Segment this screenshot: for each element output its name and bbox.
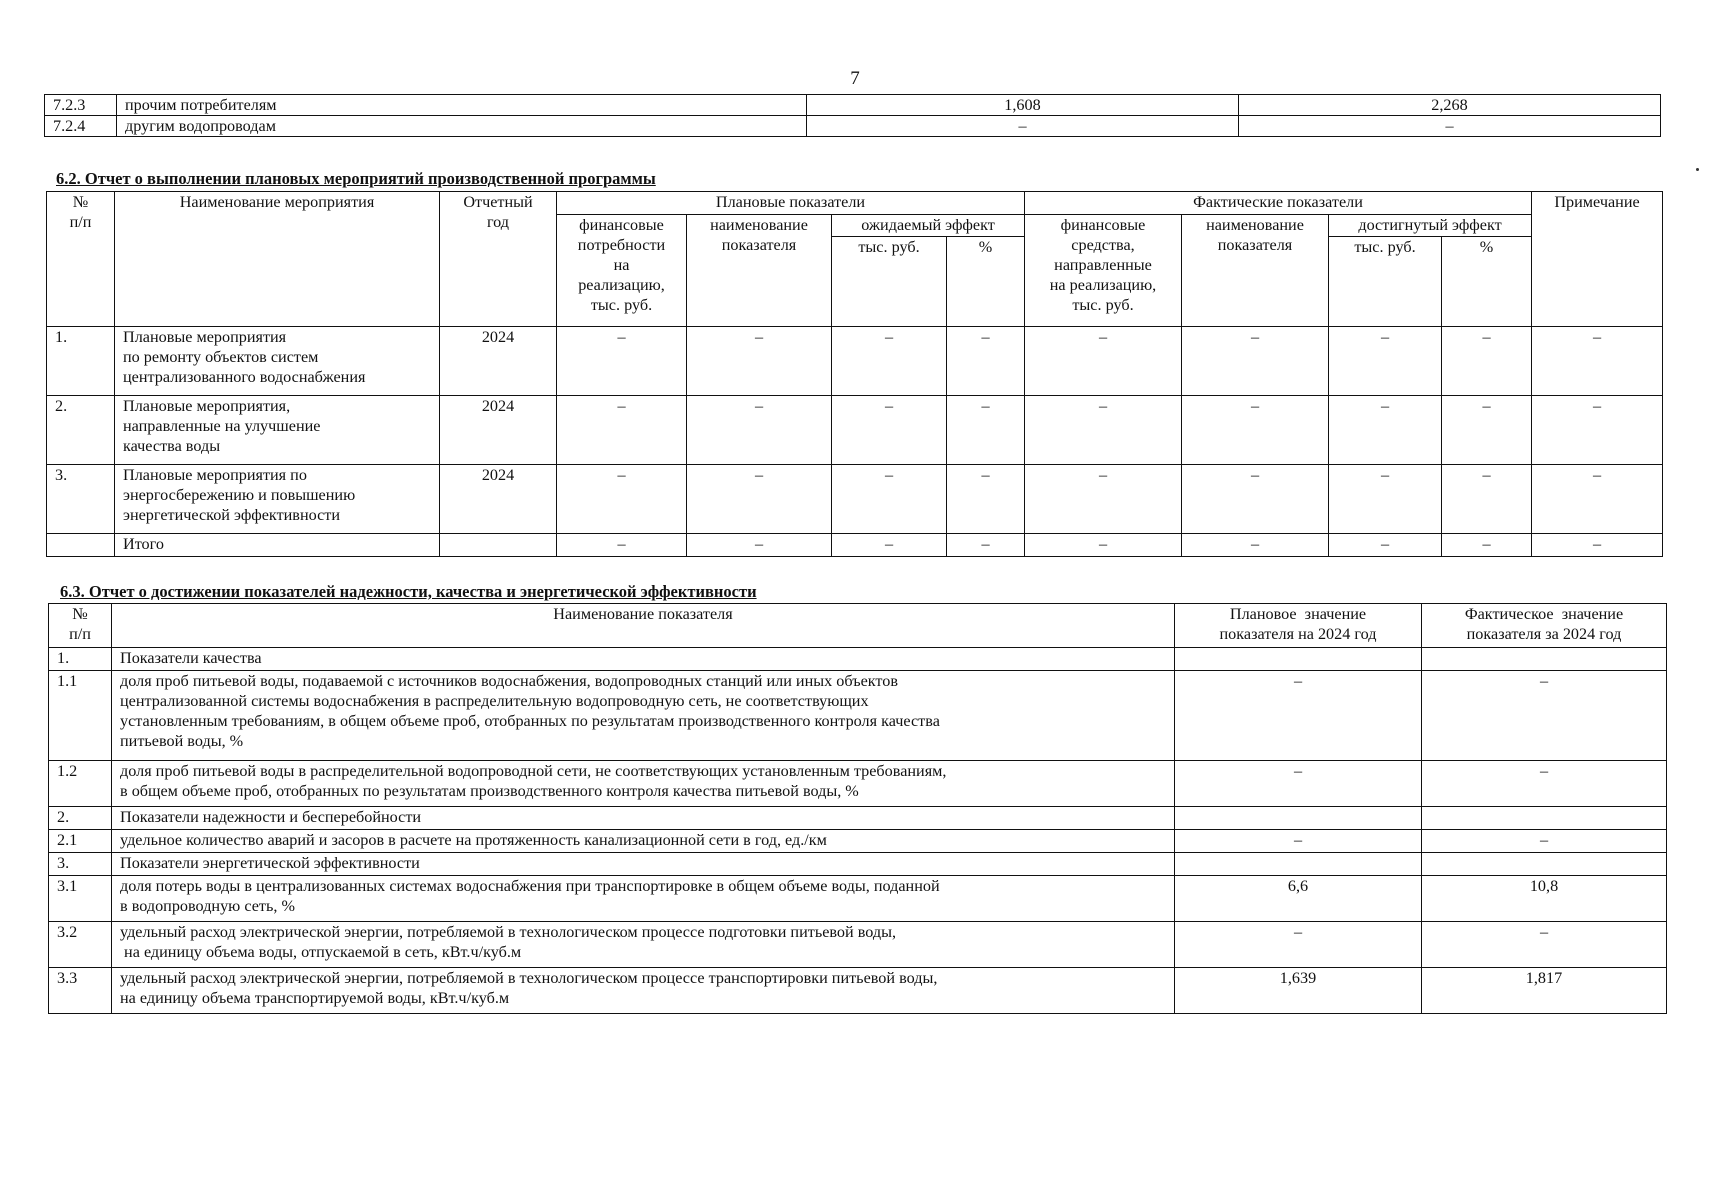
dash-cell: – [1532,465,1663,534]
dash-cell: – [1442,465,1532,534]
dash-cell: – [947,327,1025,396]
row-number: 1.2 [49,761,112,807]
row-name-text: Плановые мероприятия, направленные на улучшение качества воды [123,397,321,455]
table-row [49,807,1667,830]
row-name-text: удельный расход электрической энергии, потребляемой в технологическом процессе транспортировки питьевой воды, на единицу объема транспортируемой воды, кВт.ч/куб.м [120,969,938,1007]
header-num [47,192,115,327]
row-number: 2. [47,396,115,465]
row-number: 1. [49,648,112,671]
row-number: 7.2.4 [45,116,117,137]
row-name-text: Плановые мероприятия по энергосбережению и повышению энергетической эффективности [123,466,356,524]
row-number: 1.1 [49,671,112,761]
row-name-text: Показатели качества [120,649,262,667]
header-planned-indicator-text: наименование показателя [710,216,808,254]
row-name-text: Показатели энергетической эффективности [120,854,420,872]
plan-value [1175,807,1422,830]
dash-cell: – [1329,465,1442,534]
header-planned-fin [557,215,687,327]
row-number: 2. [49,807,112,830]
total-label: Итого [115,534,440,557]
dash-cell: – [1025,396,1182,465]
row-name-text: доля потерь воды в централизованных системах водоснабжения при транспортировке в общем объеме воды, поданной в водопроводную сеть, % [120,877,940,915]
dash-cell: – [1025,534,1182,557]
header-actual-fin [1025,215,1182,327]
table-row [47,396,1663,465]
row-name-text: Плановые мероприятия по ремонту объектов систем централизованного водоснабжения [123,328,366,386]
table-row [49,968,1667,1014]
dash-cell: – [832,327,947,396]
dash-cell: – [1442,327,1532,396]
row-number: 3. [47,465,115,534]
plan-value [1175,648,1422,671]
dash-cell: – [947,534,1025,557]
header-row [47,192,1663,215]
dash-cell: – [1182,327,1329,396]
row-number: 3.3 [49,968,112,1014]
header-name: Наименование мероприятия [115,192,440,327]
row-name [112,922,1175,968]
table-row [49,922,1667,968]
row-name-text: доля проб питьевой воды в распределительной водопроводной сети, не соответствующих установленным требованиям, в общем объеме проб, отобранных по результатам производственного контроля качества питьевой воды, % [120,762,947,800]
dash-cell: – [832,396,947,465]
header-row [49,604,1667,648]
value-cell: – [807,116,1239,137]
fact-value: – [1422,830,1667,853]
table-row [49,876,1667,922]
fact-value: – [1422,671,1667,761]
header-plan [1175,604,1422,648]
row-name-text: доля проб питьевой воды, подаваемой с источников водоснабжения, водопроводных станций или иных объектов централизованной системы водоснабжения в распределительную водопроводную сеть, не соответствующих установленным требованиям, в общем объеме проб, отобранных по результатам производственного контроля качества питьевой воды, % [120,672,940,750]
continuation-table [44,94,1661,137]
row-number: 3.2 [49,922,112,968]
row-number: 1. [47,327,115,396]
header-planned-rub: тыс. руб. [832,237,947,327]
table-row [47,465,1663,534]
header-planned-pct: % [947,237,1025,327]
row-name-text: удельный расход электрической энергии, потребляемой в технологическом процессе подготовки питьевой воды, на единицу объема воды, отпускаемой в сеть, кВт.ч/куб.м [120,923,897,961]
plan-value [1175,853,1422,876]
header-actual-indicator-text: наименование показателя [1206,216,1304,254]
dash-cell: – [1442,396,1532,465]
fact-value: 1,817 [1422,968,1667,1014]
table-row [45,116,1661,137]
dash-cell: – [557,396,687,465]
row-name [112,876,1175,922]
header-actual: Фактические показатели [1025,192,1532,215]
value-cell: 2,268 [1239,95,1661,116]
section-62-title [56,170,656,188]
row-year: 2024 [440,327,557,396]
row-number: 2.1 [49,830,112,853]
fact-value: – [1422,761,1667,807]
fact-value: – [1422,922,1667,968]
table-row [49,830,1667,853]
dash-cell: – [1329,534,1442,557]
row-name [115,465,440,534]
table-row [49,671,1667,761]
dash-cell: – [1329,327,1442,396]
row-name [112,853,1175,876]
row-name: другим водопроводам [117,116,807,137]
table-row [49,648,1667,671]
header-note: Примечание [1532,192,1663,327]
dash-cell: – [832,534,947,557]
dash-cell: – [557,327,687,396]
row-name [112,830,1175,853]
dash-cell: – [1532,534,1663,557]
header-num-text: № п/п [69,605,91,643]
row-year [440,534,557,557]
header-year-text: Отчетный год [463,193,533,231]
row-name [112,648,1175,671]
row-name-text: Показатели надежности и бесперебойности [120,808,422,826]
section-62-title-text: 6.2. Отчет о выполнении плановых мероприятий производственной программы [56,169,656,188]
page-number: 7 [850,68,860,89]
row-name-text: удельное количество аварий и засоров в расчете на протяженность канализационной сети в год, ед./км [120,831,827,849]
dash-cell: – [1442,534,1532,557]
plan-value: 6,6 [1175,876,1422,922]
plan-value: 1,639 [1175,968,1422,1014]
dash-cell: – [1025,327,1182,396]
events-table [46,191,1663,557]
plan-value: – [1175,761,1422,807]
header-actual-rub: тыс. руб. [1329,237,1442,327]
dash-cell: – [1329,396,1442,465]
header-year [440,192,557,327]
table-row [49,853,1667,876]
row-name [115,327,440,396]
header-planned-indicator [687,215,832,327]
scan-speck [1696,168,1699,171]
row-number: 3. [49,853,112,876]
dash-cell: – [687,327,832,396]
dash-cell: – [947,396,1025,465]
dash-cell: – [557,534,687,557]
indicators-table [48,603,1667,1014]
header-achieved-effect: достигнутый эффект [1329,215,1532,237]
header-actual-fin-text: финансовые средства, направленные на реализацию, тыс. руб. [1049,216,1157,314]
header-num [49,604,112,648]
header-fact [1422,604,1667,648]
fact-value [1422,853,1667,876]
dash-cell: – [1182,396,1329,465]
dash-cell: – [687,396,832,465]
fact-value: 10,8 [1422,876,1667,922]
table-row [49,761,1667,807]
header-planned: Плановые показатели [557,192,1025,215]
header-name: Наименование показателя [112,604,1175,648]
table-row [45,95,1661,116]
header-expected-effect: ожидаемый эффект [832,215,1025,237]
dash-cell: – [687,534,832,557]
section-63-title [60,583,757,601]
value-cell: – [1239,116,1661,137]
header-num-text: № п/п [69,193,92,231]
total-row [47,534,1663,557]
dash-cell: – [687,465,832,534]
row-name [112,761,1175,807]
header-planned-fin-text: финансовые потребности на реализацию, тыс. руб. [577,216,666,314]
table-row [47,327,1663,396]
row-name: прочим потребителям [117,95,807,116]
plan-value: – [1175,830,1422,853]
plan-value: – [1175,922,1422,968]
row-name [112,807,1175,830]
fact-value [1422,648,1667,671]
value-cell: 1,608 [807,95,1239,116]
dash-cell: – [557,465,687,534]
section-63-title-text: 6.3. Отчет о достижении показателей надежности, качества и энергетической эффективности [60,582,757,601]
row-year: 2024 [440,465,557,534]
dash-cell: – [832,465,947,534]
fact-value [1422,807,1667,830]
dash-cell: – [1025,465,1182,534]
header-plan-text: Плановое значение показателя на 2024 год [1219,605,1377,643]
header-fact-text: Фактическое значение показателя за 2024 год [1464,605,1624,643]
dash-cell: – [947,465,1025,534]
header-actual-indicator [1182,215,1329,327]
header-actual-pct: % [1442,237,1532,327]
row-name [115,396,440,465]
dash-cell: – [1182,534,1329,557]
dash-cell: – [1532,327,1663,396]
row-name [112,671,1175,761]
row-name [112,968,1175,1014]
row-number: 7.2.3 [45,95,117,116]
row-year: 2024 [440,396,557,465]
row-number [47,534,115,557]
plan-value: – [1175,671,1422,761]
dash-cell: – [1182,465,1329,534]
row-number: 3.1 [49,876,112,922]
dash-cell: – [1532,396,1663,465]
